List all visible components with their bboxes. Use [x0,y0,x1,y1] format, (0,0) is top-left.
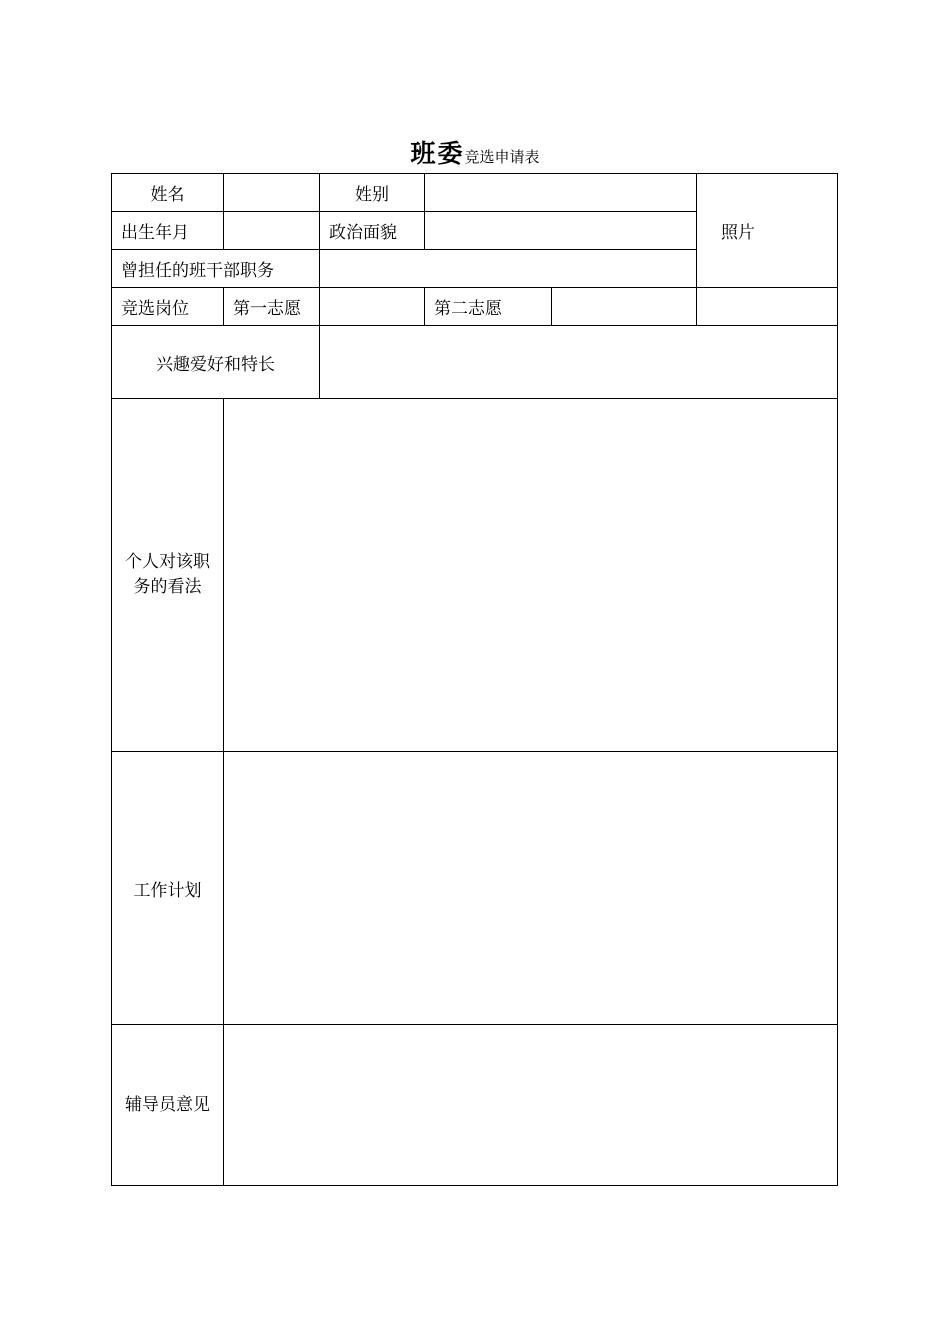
form-title [0,134,950,170]
row-campaign [112,288,838,326]
gender-field[interactable] [425,174,697,212]
first-choice-field[interactable] [320,288,425,326]
photo-label: 照片 [721,223,755,243]
title-sub: 竞选申请表 [464,148,540,166]
hobbies-field[interactable] [320,326,838,399]
birth-label: 出生年月 [112,212,224,250]
title-main: 班委 [410,139,465,168]
hobbies-label: 兴趣爱好和特长 [112,326,320,399]
second-choice-field[interactable] [552,288,697,326]
counselor-field[interactable] [224,1025,838,1186]
row-plan [112,752,838,1025]
former-post-label: 曾担任的班干部职务 [112,250,320,288]
gender-label: 姓别 [320,174,425,212]
first-choice-label: 第一志愿 [224,288,320,326]
row-hobbies [112,326,838,399]
photo-cell[interactable] [697,174,838,288]
name-field[interactable] [224,174,320,212]
row-name [112,174,838,212]
name-label: 姓名 [112,174,224,212]
plan-label: 工作计划 [112,752,224,1025]
birth-field[interactable] [224,212,320,250]
counselor-label: 辅导员意见 [112,1025,224,1186]
political-label: 政治面貌 [320,212,425,250]
application-form [111,173,838,1186]
extra-field[interactable] [697,288,838,326]
campaign-post-label: 竞选岗位 [112,288,224,326]
view-field[interactable] [224,399,838,752]
row-counselor [112,1025,838,1186]
second-choice-label: 第二志愿 [425,288,552,326]
row-view [112,399,838,752]
political-field[interactable] [425,212,697,250]
view-label: 个人对该职务的看法 [112,399,224,752]
plan-field[interactable] [224,752,838,1025]
former-post-field[interactable] [320,250,697,288]
